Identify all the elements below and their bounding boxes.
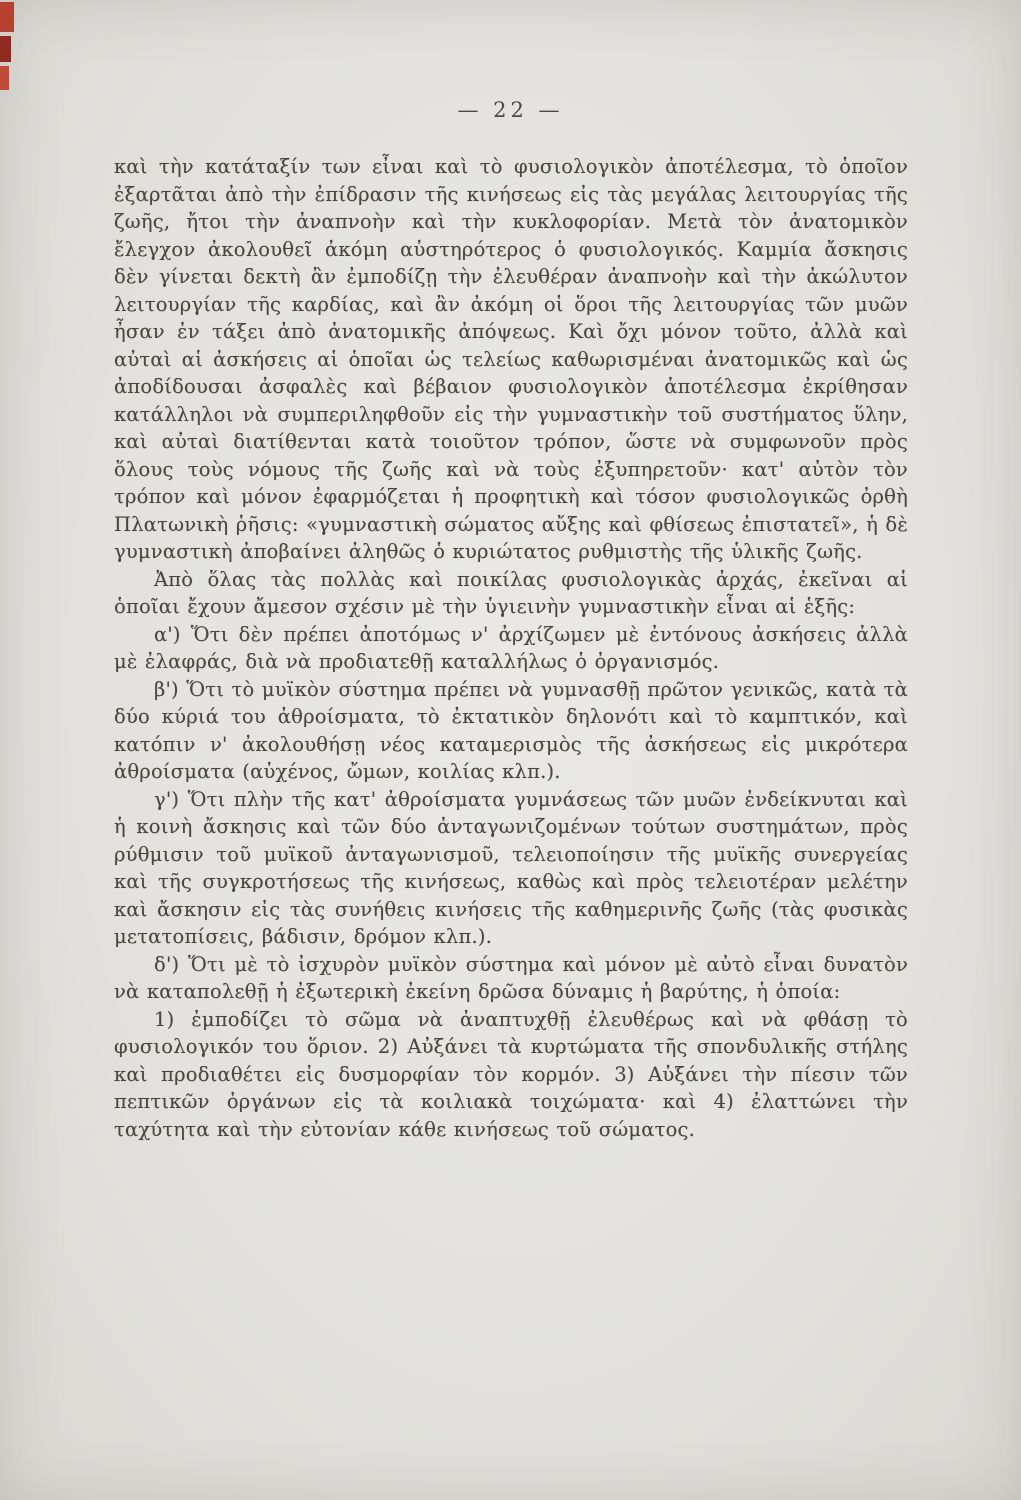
body-text [114, 153, 908, 1143]
paragraph-numbered-effects: 1) ἐμποδίζει τὸ σῶμα νὰ ἀναπτυχθῇ ἐλευθέρως καὶ νὰ φθάσῃ τὸ φυσιολογικόν του ὅριον. 2) Αὐξάνει τὰ κυρτώματα τῆς σπονδυλικῆς στήλης καὶ προδιαθέτει εἰς δυσμορφίαν τὸν κορμόν. 3) Αὐξάνει τὴν πίεσιν τῶν πεπτικῶν ὀργάνων εἰς τὰ κοιλιακὰ τοιχώματα· καὶ 4) ἐλαττώνει τὴν ταχύτητα καὶ τὴν εὐτονίαν κάθε κινήσεως τοῦ σώματος. [114, 1007, 908, 1141]
paragraph-item-gamma: γ') Ὅτι πλὴν τῆς κατ' ἀθροίσματα γυμνάσεως τῶν μυῶν ἐνδείκνυται καὶ ἡ κοινὴ ἄσκησις καὶ τῶν δύο ἀνταγωνιζομένων τούτων συστημάτων, πρὸς ρύθμισιν τοῦ μυϊκοῦ ἀνταγωνισμοῦ, τελειοποίησιν τῆς μυϊκῆς συνεργείας καὶ τῆς συγκροτήσεως τῆς κινήσεως, καθὼς καὶ πρὸς τελειοτέραν μελέτην καὶ ἄσκησιν εἰς τὰς συνήθεις κινήσεις τῆς καθημερινῆς ζωῆς (τὰς φυσικὰς μετατοπίσεις, βάδισιν, δρόμον κλπ.). [114, 787, 908, 948]
paragraph-continuation: καὶ τὴν κατάταξίν των εἶναι καὶ τὸ φυσιολογικὸν ἀποτέλεσμα, τὸ ὁποῖον ἐξαρτᾶται ἀπὸ τὴν ἐπίδρασιν τῆς κινήσεως εἰς τὰς μεγάλας λειτουργίας τῆς ζωῆς, ἤτοι τὴν ἀναπνοὴν καὶ τὴν κυκλοφορίαν. Μετὰ τὸν ἀνατομικὸν ἔλεγχον ἀκολουθεῖ ἀκόμη αὐστηρότερος ὁ φυσιολογικός. Καμμία ἄσκησις δὲν γίνεται δεκτὴ ἂν ἐμποδίζῃ τὴν ἐλευθέραν ἀναπνοὴν καὶ τὴν ἀκώλυτον λειτουργίαν τῆς καρδίας, καὶ ἂν ἀκόμη οἱ ὅροι τῆς λειτουργίας τῶν μυῶν ἦσαν ἐν τάξει ἀπὸ ἀνατομικῆς ἀπόψεως. Καὶ ὄχι μόνον τοῦτο, ἀλλὰ καὶ αὐταὶ αἱ ἀσκήσεις αἱ ὁποῖαι ὡς τελείως καθωρισμέναι ἀνατομικῶς καὶ ὡς ἀποδίδουσαι ἀσφαλὲς καὶ βέβαιον φυσιολογικὸν ἀποτέλεσμα ἐκρίθησαν κατάλληλοι νὰ συμπεριληφθοῦν εἰς τὴν γυμναστικὴν τοῦ συστήματος ὕλην, καὶ αὐταὶ διατίθενται κατὰ τοιοῦτον τρόπον, ὥστε νὰ συμφωνοῦν πρὸς ὅλους τοὺς νόμους τῆς ζωῆς καὶ νὰ τοὺς ἐξυπηρετοῦν· κατ' αὐτὸν τὸν τρόπον καὶ μόνον ἐφαρμόζεται ἡ προφητικὴ καὶ τόσον φυσιολογικῶς ὀρθὴ Πλατωνικὴ ῥῆσις: «γυμναστικὴ σώματος αὔξης καὶ φθίσεως ἐπιστατεῖ», ἡ δὲ γυμναστικὴ ἀποβαίνει ἀληθῶς ὁ κυριώτατος ρυθμιστὴς τῆς ὑλικῆς ζωῆς. [114, 155, 908, 563]
red-edge-mark-icon [0, 66, 9, 90]
paragraph-item-beta: β') Ὅτι τὸ μυϊκὸν σύστημα πρέπει νὰ γυμνασθῇ πρῶτον γενικῶς, κατὰ τὰ δύο κύριά του ἀθροίσματα, τὸ ἐκτατικὸν δηλονότι καὶ τὸ καμπτικόν, καὶ κατόπιν ν' ἀκολουθήσῃ νέος καταμερισμὸς τῆς ἀσκήσεως εἰς μικρότερα ἀθροίσματα (αὐχένος, ὤμων, κοιλίας κλπ.). [114, 677, 908, 783]
red-edge-mark-icon [0, 36, 11, 62]
page-number: — 22 — [457, 98, 564, 122]
red-edge-mark-icon [0, 2, 14, 32]
paragraph-item-delta: δ') Ὅτι μὲ τὸ ἰσχυρὸν μυϊκὸν σύστημα καὶ μόνον μὲ αὐτὸ εἶναι δυνατὸν νὰ καταπολεθῇ ἡ ἐξωτερικὴ ἐκείνη δρῶσα δύναμις ἡ βαρύτης, ἡ ὁποία: [114, 952, 908, 1003]
paragraph-intro-principles: Ἀπὸ ὅλας τὰς πολλὰς καὶ ποικίλας φυσιολογικὰς ἀρχάς, ἐκεῖναι αἱ ὁποῖαι ἔχουν ἄμεσον σχέσιν μὲ τὴν ὑγιεινὴν γυμναστικὴν εἶναι αἱ ἑξῆς: [114, 567, 908, 618]
paragraph-item-alpha: α') Ὅτι δὲν πρέπει ἀποτόμως ν' ἀρχίζωμεν μὲ ἐντόνους ἀσκήσεις ἀλλὰ μὲ ἐλαφράς, διὰ νὰ προδιατεθῇ καταλλήλως ὁ ὀργανισμός. [114, 622, 908, 673]
